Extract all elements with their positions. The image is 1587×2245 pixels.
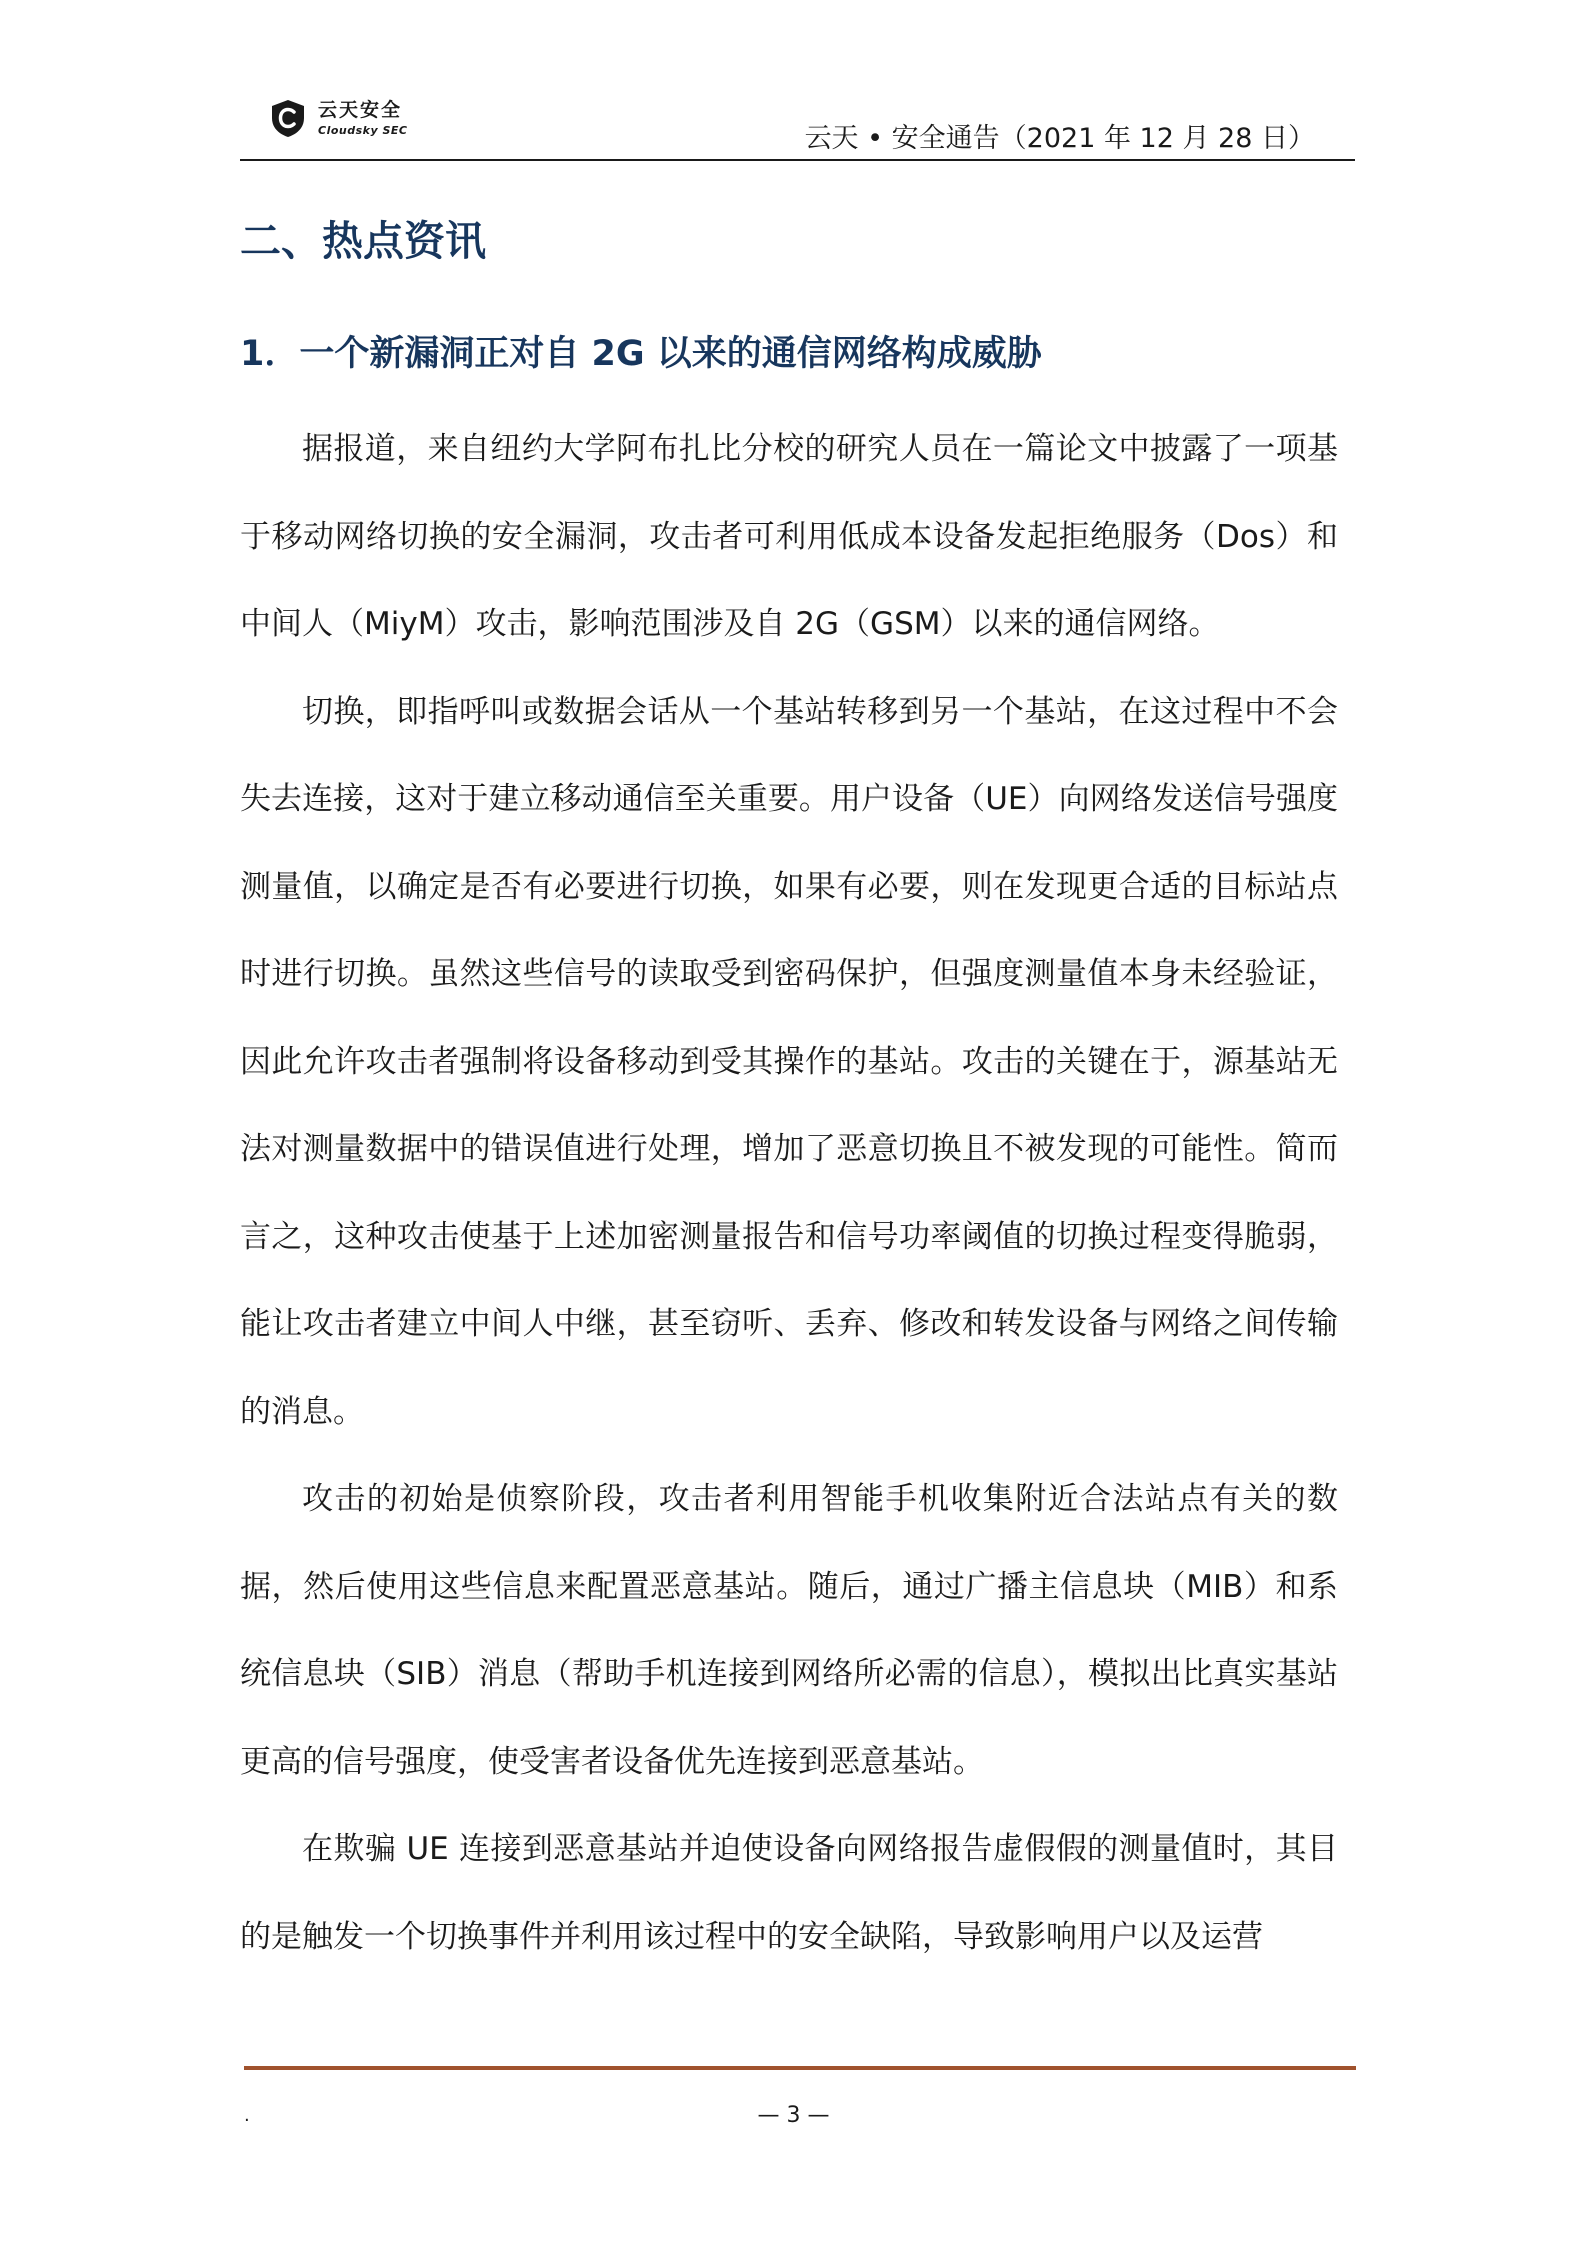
header-divider [240,159,1355,161]
header-title: 云天 • 安全通告（2021 年 12 月 28 日） [804,123,1315,154]
page-number: — 3 — [757,2103,830,2128]
footer-divider [244,2066,1356,2070]
logo-en-text: Cloudsky SEC [318,123,408,137]
section-title: 二、热点资讯 [240,217,486,265]
page-header [240,92,1355,162]
article-body [240,406,1338,1981]
logo-cn-text: 云天安全 [318,98,403,121]
paragraph: 切换，即指呼叫或数据会话从一个基站转移到另一个基站，在这过程中不会失去连接，这对于建立移动通信至关重要。用户设备（UE）向网络发送信号强度测量值，以确定是否有必要进行切换，如果有必要，则在发现更合适的目标站点时进行切换。虽然这些信号的读取受到密码保护，但强度测量值本身未经验证，因此允许攻击者强制将设备移动到受其操作的基站。攻击的关键在于，源基站无法对测量数据中的错误值进行处理，增加了恶意切换且不被发现的可能性。简而言之，这种攻击使基于上述加密测量报告和信号功率阈值的切换过程变得脆弱，能让攻击者建立中间人中继，甚至窃听、丢弃、修改和转发设备与网络之间传输的消息。 [240,693,1338,1430]
paragraph: 攻击的初始是侦察阶段，攻击者利用智能手机收集附近合法站点有关的数据，然后使用这些信息来配置恶意基站。随后，通过广播主信息块（MIB）和系统信息块（SIB）消息（帮助手机连接到网络所必需的信息），模拟出比真实基站更高的信号强度，使受害者设备优先连接到恶意基站。 [240,1481,1338,1780]
footer-dot: . [244,2105,250,2126]
shield-c-icon [268,98,308,138]
logo [268,98,407,138]
paragraph: 据报道，来自纽约大学阿布扎比分校的研究人员在一篇论文中披露了一项基于移动网络切换的安全漏洞，攻击者可利用低成本设备发起拒绝服务（Dos）和中间人（MiyM）攻击，影响范围涉及自 2G（GSM）以来的通信网络。 [240,431,1338,642]
paragraph: 在欺骗 UE 连接到恶意基站并迫使设备向网络报告虚假假的测量值时，其目的是触发一个切换事件并利用该过程中的安全缺陷，导致影响用户以及运营 [240,1831,1338,1955]
article-title: 1．一个新漏洞正对自 2G 以来的通信网络构成威胁 [240,334,1042,374]
